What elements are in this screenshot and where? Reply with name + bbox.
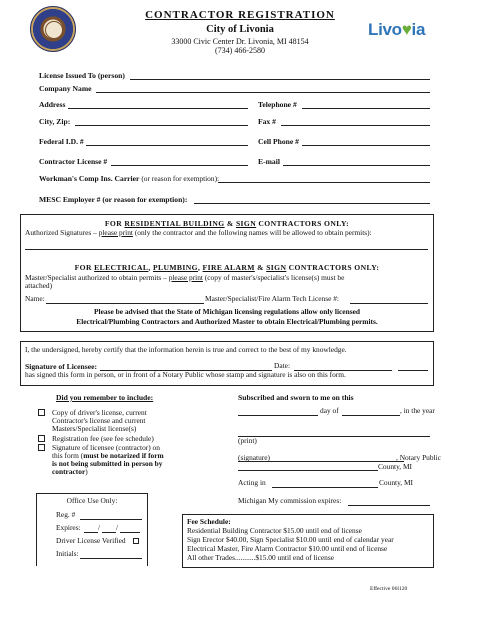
- federal-id-label: Federal I.D. #: [39, 137, 84, 146]
- email-field[interactable]: [283, 165, 430, 166]
- electrical-instructions-cont: attached): [25, 281, 53, 290]
- contractor-license-field[interactable]: [111, 165, 248, 166]
- reg-field[interactable]: [80, 519, 142, 520]
- in-the-year-label: , in the year: [400, 406, 435, 415]
- day-of-label: day of: [320, 406, 339, 415]
- city-name: City of Livonia: [206, 24, 274, 35]
- city-zip-label: City, Zip:: [39, 117, 71, 126]
- workmans-comp-label: Workman's Comp Ins. Carrier (or reason for exemption):: [39, 174, 220, 183]
- checklist-item-1a: Copy of driver's license, current: [52, 408, 147, 417]
- workmans-comp-field[interactable]: [218, 182, 430, 183]
- company-name-field[interactable]: [96, 92, 430, 93]
- expires-sep-1: /: [98, 523, 101, 532]
- initials-field[interactable]: [80, 558, 142, 559]
- notary-print-label: (print): [238, 436, 257, 445]
- city-phone: (734) 466-2580: [215, 46, 265, 55]
- signature-label: Signature of Licensee:: [25, 362, 97, 371]
- commission-field[interactable]: [348, 505, 430, 506]
- fee-line-2: Sign Erector $40.00, Sign Specialist $10.00 until end of calendar year: [187, 535, 394, 544]
- company-name-label: Company Name: [39, 84, 92, 93]
- acting-county-label: County, MI: [379, 478, 414, 487]
- acting-in-field[interactable]: [272, 487, 378, 488]
- checklist-item-2: Registration fee (see fee schedule): [52, 434, 154, 443]
- expires-month-field[interactable]: [84, 532, 98, 533]
- cell-phone-label: Cell Phone #: [258, 137, 299, 146]
- expires-day-field[interactable]: [102, 532, 116, 533]
- driver-license-checkbox[interactable]: [133, 538, 139, 544]
- notary-county-label: County, MI: [378, 462, 413, 471]
- electrical-instructions: Master/Specialist authorized to obtain permits – please print (copy of master's/specialist's license(s) must be: [25, 273, 345, 282]
- checklist-item-3c: is not being submitted in person by: [52, 459, 163, 468]
- initials-label: Initials:: [56, 549, 79, 558]
- city-address: 33000 Civic Center Dr. Livonia, MI 48154: [171, 37, 309, 46]
- acting-in-label: Acting in: [238, 478, 266, 487]
- notary-public-label: , Notary Public: [396, 453, 441, 462]
- fax-label: Fax #: [258, 117, 276, 126]
- telephone-label: Telephone #: [258, 100, 297, 109]
- notary-signature-label: (signature): [238, 453, 271, 462]
- checklist-item-3d: contractor): [52, 467, 88, 476]
- heart-icon: ♥: [401, 20, 412, 39]
- checklist-item-1b: Contractor's license and current: [52, 416, 146, 425]
- fax-field[interactable]: [281, 125, 430, 126]
- fee-line-4: All other Trades...........$15.00 until end of license: [187, 553, 334, 562]
- residential-instructions: Authorized Signatures – please print (only the contractor and the following names will be allowed to obtain permits):: [25, 228, 372, 237]
- driver-license-label: Driver License Verified: [56, 536, 126, 545]
- master-name-field[interactable]: [46, 303, 204, 304]
- commission-label: Michigan My commission expires:: [238, 496, 342, 505]
- notary-day-field[interactable]: [238, 415, 318, 416]
- telephone-field[interactable]: [302, 108, 430, 109]
- certification-text: I, the undersigned, hereby certify that the information herein is true and correct to the best of my knowledge.: [25, 345, 347, 354]
- fee-schedule-heading: Fee Schedule:: [187, 517, 231, 526]
- office-use-heading: Office Use Only:: [66, 496, 118, 505]
- checklist-heading: Did you remember to include:: [56, 393, 154, 402]
- mesc-field[interactable]: [194, 203, 430, 204]
- date-year-field[interactable]: [398, 370, 428, 371]
- electrical-heading: FOR ELECTRICAL, PLUMBING, FIRE ALARM & SIGN CONTRACTORS ONLY:: [74, 263, 380, 272]
- livonia-logo: Livo♥ia: [368, 20, 426, 39]
- expires-year-field[interactable]: [120, 532, 140, 533]
- reg-label: Reg. #: [56, 510, 76, 519]
- checklist-item-3b: this form (must be notarized if form: [52, 451, 164, 460]
- notary-heading: Subscribed and sworn to me on this: [238, 393, 354, 402]
- master-license-field[interactable]: [350, 303, 428, 304]
- notary-statement: has signed this form in person, or in front of a Notary Public whose stamp and signature is also on this form.: [25, 370, 346, 379]
- residential-heading: FOR RESIDENTIAL BUILDING & SIGN CONTRACTORS ONLY:: [104, 219, 350, 228]
- checkbox-signature[interactable]: [38, 444, 45, 451]
- fee-line-3: Electrical Master, Fire Alarm Contractor $10.00 until end of license: [187, 544, 388, 553]
- notary-print-field[interactable]: [238, 436, 430, 437]
- federal-id-field[interactable]: [86, 145, 248, 146]
- contractor-license-label: Contractor License #: [39, 157, 108, 166]
- address-label: Address: [39, 100, 66, 109]
- email-label: E-mail: [258, 157, 280, 166]
- mesc-label: MESC Employer # (or reason for exemption):: [39, 195, 188, 204]
- master-license-label: Master/Specialist/Fire Alarm Tech License #:: [205, 294, 339, 303]
- checklist-item-3a: Signature of licensee (contractor) on: [52, 443, 160, 452]
- date-label: Date:: [274, 361, 291, 370]
- cell-phone-field[interactable]: [302, 145, 430, 146]
- form-title: CONTRACTOR REGISTRATION: [145, 9, 335, 21]
- expires-label: Expires:: [56, 523, 81, 532]
- name-label: Name:: [25, 294, 45, 303]
- authorized-signatures-line[interactable]: [25, 249, 428, 250]
- advisory-line-1: Please be advised that the State of Michigan licensing regulations allow only licensed: [94, 307, 360, 316]
- license-issued-field[interactable]: [130, 79, 430, 80]
- address-field[interactable]: [68, 108, 248, 109]
- advisory-line-2: Electrical/Plumbing Contractors and Authorized Master to obtain Electrical/Plumbing permits.: [76, 317, 378, 326]
- notary-county-field[interactable]: [238, 470, 378, 471]
- license-issued-label: License Issued To (person): [39, 71, 125, 80]
- checkbox-registration-fee[interactable]: [38, 435, 45, 442]
- checkbox-licenses[interactable]: [38, 409, 45, 416]
- city-zip-field[interactable]: [75, 125, 248, 126]
- notary-month-field[interactable]: [342, 415, 400, 416]
- effective-date: Effective 06l120: [370, 586, 408, 592]
- checklist-item-1c: Masters/Specialist license(s): [52, 424, 137, 433]
- expires-sep-2: /: [116, 523, 119, 532]
- fee-line-1: Residential Building Contractor $15.00 until end of license: [187, 526, 362, 535]
- city-seal-logo: [30, 6, 76, 52]
